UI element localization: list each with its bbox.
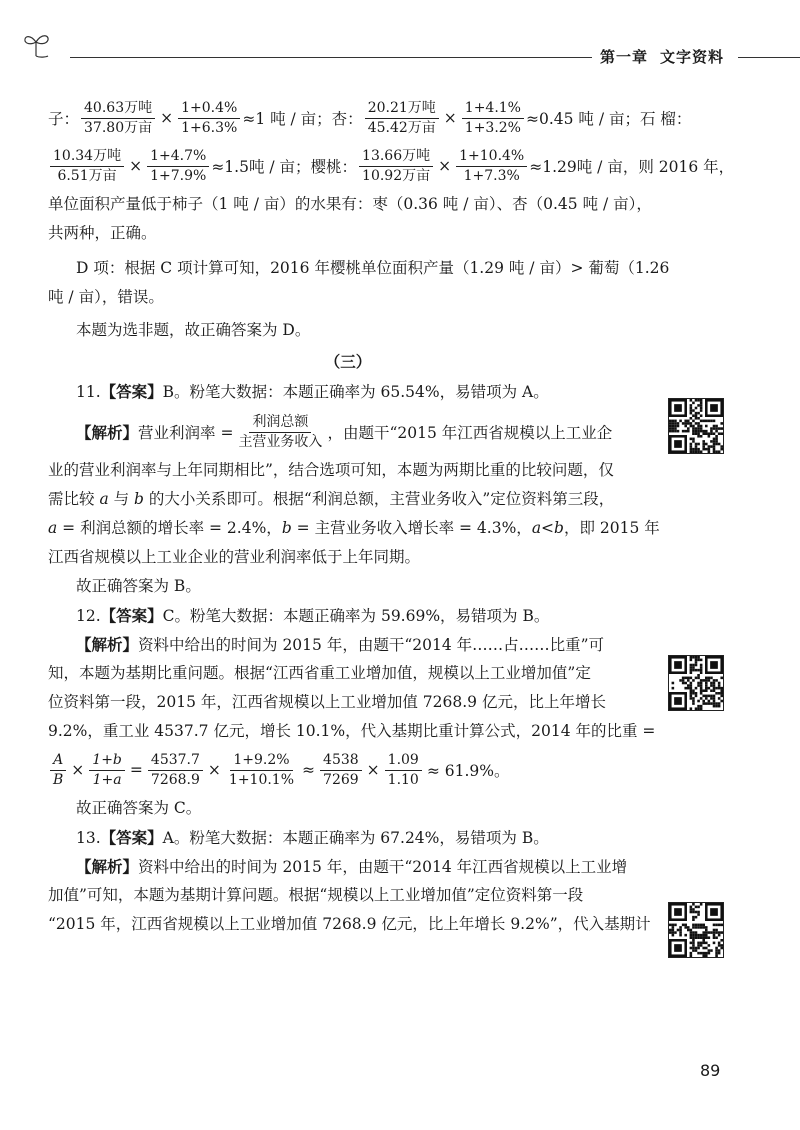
paragraph-line: 位资料第一段，2015 年，江西省规模以上工业增加值 7268.9 亿元，比上年增长: [48, 693, 606, 711]
answer-text: B。粉笔大数据：本题正确率为 65.54%，易错项为 A。: [162, 383, 549, 401]
q11-explanation-line-1: [48, 408, 648, 456]
paragraph-line: 吨 / 亩），错误。: [48, 288, 164, 306]
fraction: [456, 148, 527, 183]
variable: b: [134, 490, 144, 508]
header-rule-left: [70, 57, 592, 58]
paragraph-line: 知，本题为基期比重问题。根据“江西省重工业增加值，规模以上工业增加值”定: [48, 664, 591, 682]
paragraph-line: 加值”可知，本题为基期计算问题。根据“规模以上工业增加值”定位资料第一段: [48, 886, 584, 904]
chapter-heading: [600, 46, 736, 67]
denominator: 主营业务收入: [238, 433, 323, 450]
question-number: 11.: [76, 383, 101, 401]
section-title: （三）: [324, 352, 372, 371]
operator: ×: [438, 157, 452, 175]
denominator: 1+6.3%: [181, 119, 238, 136]
paragraph-line: D 项：根据 C 项计算可知，2016 年樱桃单位面积产量（1.29 吨 / 亩）> 葡萄（1.26: [76, 259, 670, 277]
numerator: 40.63万吨: [81, 100, 155, 118]
qr-pattern: [669, 903, 723, 957]
operator: ×: [443, 109, 457, 127]
variable: a: [99, 490, 109, 508]
chapter-label: 第一章: [600, 48, 649, 66]
denominator: 1+a: [92, 771, 122, 788]
operator: ×: [71, 761, 85, 779]
header-rule-right: [738, 57, 800, 58]
denominator: 10.92万亩: [362, 167, 431, 184]
fraction: [81, 100, 155, 135]
fraction: [235, 414, 325, 449]
operator: =: [129, 761, 143, 779]
fraction: [365, 100, 439, 135]
formula-line-1: [48, 94, 692, 142]
q13-answer-line: [48, 823, 648, 852]
qr-code-icon[interactable]: [668, 398, 724, 454]
paragraph-line: 故正确答案为 B。: [76, 577, 201, 595]
denominator: 1.10: [387, 771, 419, 788]
text: ，即 2015 年: [563, 519, 660, 537]
denominator: 1+7.9%: [150, 167, 207, 184]
numerator: 1+10.4%: [456, 148, 527, 166]
section-label: 文字资料: [660, 48, 725, 66]
paragraph-line: [48, 485, 648, 514]
numerator: 10.34万吨: [50, 148, 124, 166]
operator: ×: [129, 157, 143, 175]
paragraph-line: 江西省规模以上工业企业的营业利润率低于上年同期。: [48, 548, 421, 566]
fraction: [50, 148, 124, 183]
qr-pattern: [669, 399, 723, 453]
numerator: A: [50, 752, 66, 770]
text: 营业利润率 =: [138, 424, 234, 442]
denominator: 1+3.2%: [464, 119, 521, 136]
paragraph-line: 共两种，正确。: [48, 224, 157, 242]
numerator: 1+b: [89, 752, 125, 770]
paragraph-line: “2015 年，江西省规模以上工业增加值 7268.9 亿元，比上年增长 9.2%”，代入基期计: [48, 915, 651, 933]
text: ≈0.45 吨 / 亩；石 榴：: [526, 110, 692, 128]
fraction: [147, 148, 209, 183]
numerator: 1+4.1%: [462, 100, 524, 118]
q12-explanation-line-1: [48, 630, 648, 659]
text: ≈1.5吨 / 亩；樱桃：: [211, 158, 358, 176]
page-number: 89: [700, 1061, 721, 1080]
text: 子：: [48, 110, 80, 128]
text: ≈1 吨 / 亩；杏：: [242, 110, 363, 128]
operator: ×: [207, 761, 221, 779]
denominator: B: [53, 771, 64, 788]
paragraph-line: 单位面积产量低于柿子（1 吨 / 亩）的水果有：枣（0.36 吨 / 亩）、杏（0.45 吨 / 亩），: [48, 195, 652, 213]
fraction: [50, 752, 66, 787]
operator: ×: [366, 761, 380, 779]
denominator: 1+10.1%: [228, 771, 295, 788]
operator: ×: [160, 109, 174, 127]
fraction: [89, 752, 125, 787]
explanation-label: 【解析】: [76, 423, 139, 442]
question-number: 13.: [76, 829, 101, 847]
text: = 主营业务收入增长率 = 4.3%，: [291, 519, 532, 537]
denominator: 37.80万亩: [84, 119, 153, 136]
text: 需比较: [48, 490, 100, 508]
explanation-label: 【解析】: [76, 635, 139, 654]
variable: a: [48, 519, 58, 537]
paragraph-line: 本题为选非题，故正确答案为 D。: [76, 321, 311, 339]
fraction: [385, 752, 422, 787]
fraction: [226, 752, 297, 787]
q12-answer-line: [48, 601, 648, 630]
denominator: 45.42万亩: [367, 119, 436, 136]
numerator: 1+0.4%: [178, 100, 240, 118]
qr-code-icon[interactable]: [668, 902, 724, 958]
fraction: [320, 752, 362, 787]
text: 的大小关系即可。根据“利润总额，主营业务收入”定位资料第三段，: [143, 490, 615, 508]
answer-label: 【答案】: [100, 606, 163, 625]
text: = 利润总额的增长率 = 2.4%，: [57, 519, 282, 537]
paragraph-line: 业的营业利润率与上年同期相比”，结合选项可知，本题为两期比重的比较问题，仅: [48, 461, 614, 479]
numerator: 13.66万吨: [359, 148, 433, 166]
paragraph-line: 9.2%，重工业 4537.7 亿元，增长 10.1%，代入基期比重计算公式，2014 年的比重 =: [48, 722, 656, 740]
paragraph-line: 故正确答案为 C。: [76, 799, 202, 817]
page-body: [48, 94, 735, 939]
qr-pattern: [669, 656, 723, 710]
text: ≈1.29吨 / 亩，则 2016 年，: [529, 158, 735, 176]
denominator: 7269: [323, 771, 359, 788]
qr-code-icon[interactable]: [668, 655, 724, 711]
numerator: 1.09: [385, 752, 422, 770]
q13-explanation-line-1: [48, 852, 648, 881]
operator: ≈: [302, 761, 316, 779]
text: 与: [108, 490, 135, 508]
answer-label: 【答案】: [100, 382, 163, 401]
explanation-label: 【解析】: [76, 857, 139, 876]
numerator: 20.21万吨: [365, 100, 439, 118]
numerator: 利润总额: [249, 414, 311, 432]
fraction: [462, 100, 524, 135]
variable: b: [281, 519, 292, 537]
text: ，由题干“2015 年江西省规模以上工业企: [327, 424, 613, 442]
answer-label: 【答案】: [100, 828, 163, 847]
denominator: 1+7.3%: [463, 167, 520, 184]
numerator: 4538: [320, 752, 362, 770]
fraction: [148, 752, 203, 787]
variable: a<b: [531, 519, 564, 537]
question-number: 12.: [76, 607, 101, 625]
numerator: 1+4.7%: [147, 148, 209, 166]
paragraph-line: [48, 514, 660, 543]
formula-line-2: [48, 142, 735, 190]
text: ≈ 61.9%。: [426, 762, 510, 780]
denominator: 7268.9: [150, 771, 200, 788]
q11-answer-line: [48, 377, 648, 406]
page-header: [22, 30, 800, 70]
numerator: 1+9.2%: [230, 752, 292, 770]
denominator: 6.51万亩: [57, 167, 117, 184]
answer-text: A。粉笔大数据：本题正确率为 67.24%，易错项为 B。: [162, 829, 549, 847]
q12-formula-line: [48, 746, 648, 794]
fraction: [359, 148, 433, 183]
fraction: [178, 100, 240, 135]
sprout-icon: [22, 32, 70, 58]
text: 资料中给出的时间为 2015 年，由题干“2014 年江西省规模以上工业增: [138, 858, 628, 876]
numerator: 4537.7: [148, 752, 203, 770]
answer-text: C。粉笔大数据：本题正确率为 59.69%，易错项为 B。: [162, 607, 550, 625]
text: 资料中给出的时间为 2015 年，由题干“2014 年……占……比重”可: [138, 636, 605, 654]
